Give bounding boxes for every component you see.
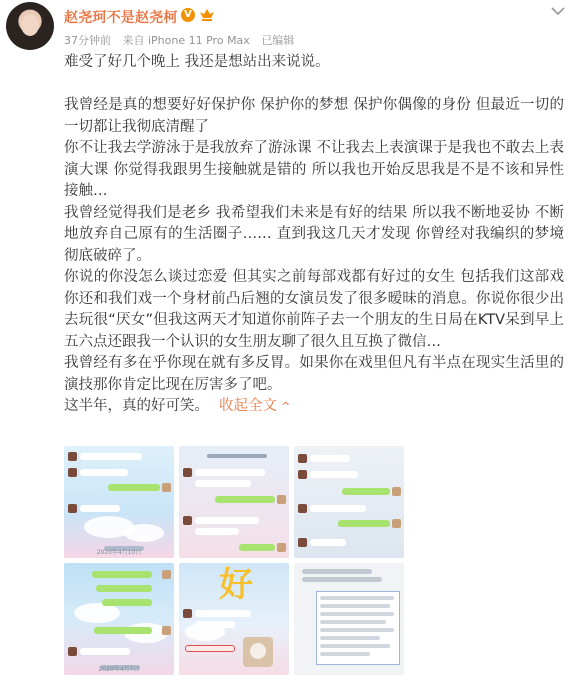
image-timestamp: 2020年4月10日 (96, 549, 142, 556)
image-thumbnail[interactable] (64, 446, 174, 558)
image-timestamp: 2020年4月7日 (98, 666, 140, 673)
chevron-up-icon: ^ (281, 400, 291, 413)
post-last-line (64, 396, 564, 418)
post-last-text: 这半年，真的好可笑。 (64, 398, 209, 414)
collapse-button[interactable] (219, 398, 290, 414)
verified-badge-icon: V (181, 8, 195, 22)
post-meta (64, 32, 302, 48)
crown-icon (199, 7, 215, 22)
edited-label[interactable]: 已编辑 (261, 34, 295, 47)
post-paragraph: 你不让我去学游泳于是我放弃了游泳课 不让我去上表演课于是我也不敢去上表演大课 你觉得我跟男生接触就是错的 所以我也开始反思我是不是不该和异性接触… (64, 140, 564, 199)
post-time[interactable]: 37分钟前 (64, 34, 111, 47)
post-source: 来自 iPhone 11 Pro Max (122, 34, 250, 47)
sticker-text: 好 (219, 565, 253, 605)
image-thumbnail[interactable] (294, 446, 404, 558)
post-paragraph: 我曾经是真的想要好好保护你 保护你的梦想 保护你偶像的身份 但最近一切的一切都让我彻底清醒了 (64, 97, 564, 135)
username[interactable]: 赵尧珂不是赵尧柯 (64, 10, 178, 26)
post-paragraph: 我曾经有多在乎你现在就有多反胃。如果你在戏里但凡有半点在现实生活里的演技那你肯定比现在厉害多了吧。 (64, 355, 564, 393)
post-paragraph: 难受了好几个晚上 我还是想站出来说说。 (64, 54, 330, 70)
collapse-label: 收起全文 (219, 398, 277, 414)
image-grid (64, 446, 404, 678)
chevron-down-icon[interactable] (551, 6, 565, 16)
avatar[interactable] (6, 2, 54, 50)
post-paragraph: 你说的你没怎么谈过恋爱 但其实之前每部戏都有好过的女生 包括我们这部戏 你还和我们戏一个身材前凸后翘的女演员发了很多暧昧的消息。你说你很少出去玩很“厌女”但我这两天才知道你前阵子去一个朋友的生日局在KTV呆到早上五六点还跟我一个认识的女生朋友聊了很久且互换了微信… (64, 269, 564, 350)
image-thumbnail[interactable] (179, 563, 289, 675)
post-paragraph: 我曾经觉得我们是老乡 我希望我们未来是有好的结果 所以我不断地妥协 不断地放弃自己原有的生活圈子…… 直到我这几天才发现 你曾经对我编织的梦境彻底破碎了。 (64, 204, 564, 264)
image-thumbnail[interactable] (64, 563, 174, 675)
image-thumbnail[interactable] (179, 446, 289, 558)
post-header (0, 0, 573, 56)
post-body (64, 52, 564, 418)
image-thumbnail[interactable] (294, 563, 404, 675)
